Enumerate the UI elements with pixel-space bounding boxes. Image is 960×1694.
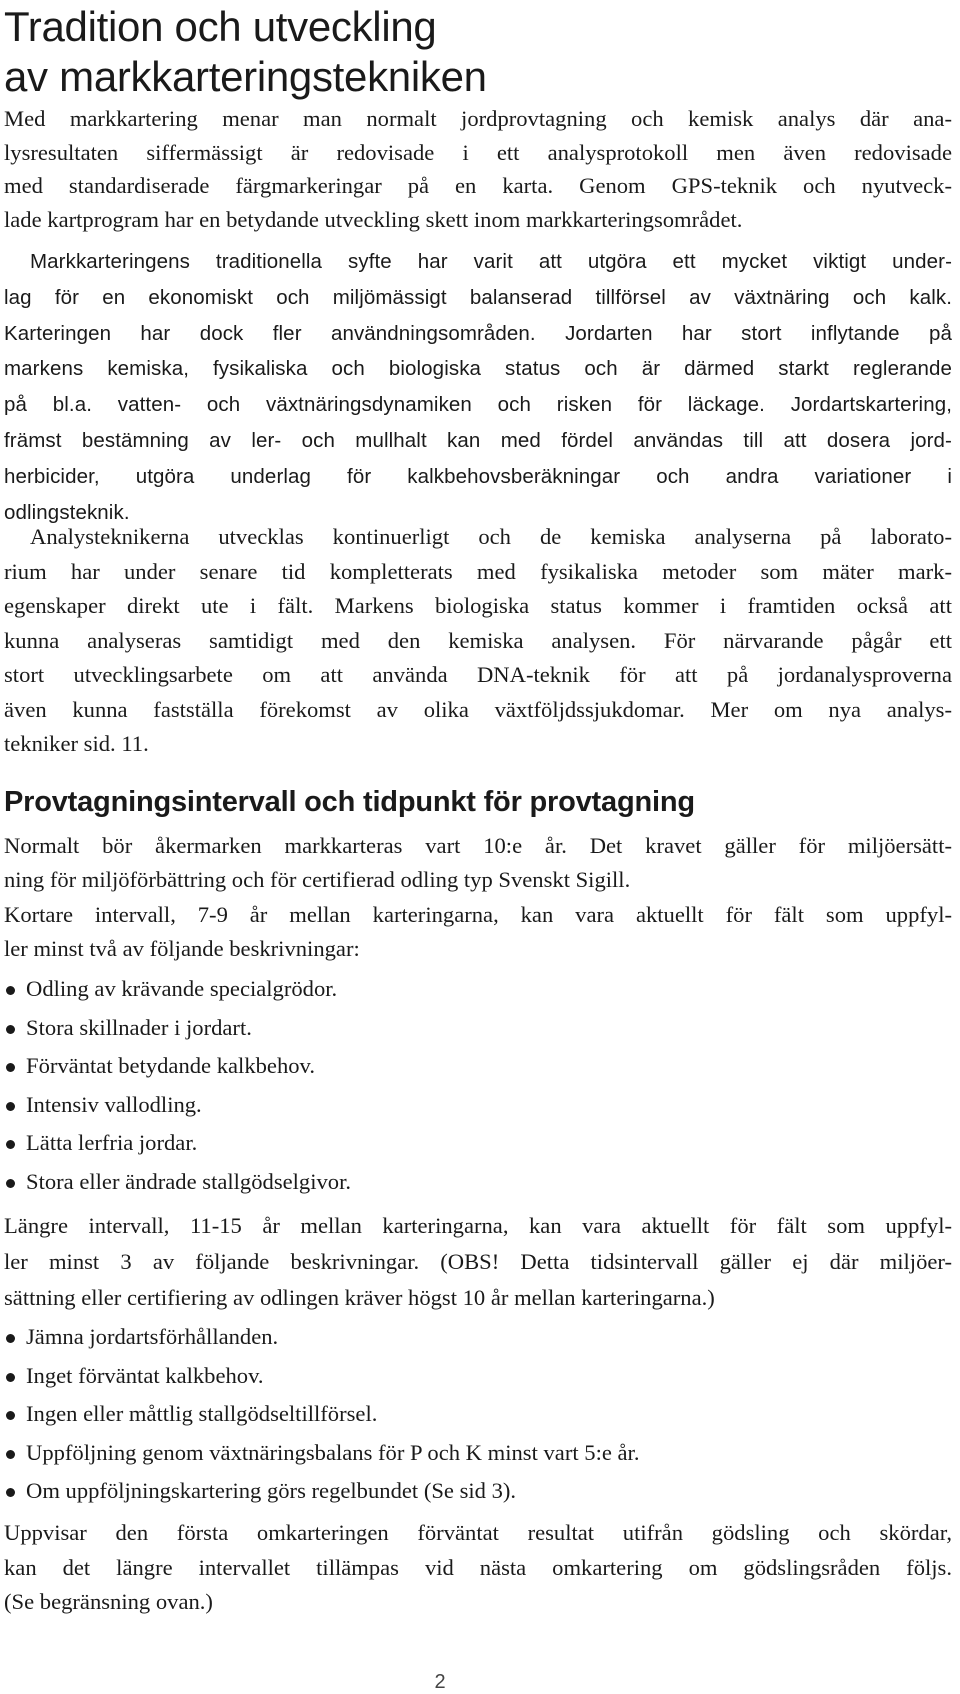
section-heading: Provtagningsintervall och tidpunkt för provtagning (4, 786, 695, 818)
list-item (4, 1047, 952, 1086)
bullet-icon (6, 1411, 15, 1420)
page-title-line-1: Tradition och utveckling (4, 3, 437, 50)
bullet-icon (6, 1179, 15, 1188)
list-item (4, 1357, 952, 1396)
analysis-paragraph (4, 520, 952, 762)
text-line: stort utvecklingsarbete om att använda DNA-teknik för att på jordanalysproverna (4, 662, 952, 687)
list-item (4, 1124, 952, 1163)
shorter-interval-paragraph (4, 898, 952, 966)
interval-paragraph (4, 829, 952, 897)
text-line: (Se begränsning ovan.) (4, 1589, 213, 1614)
text-line: kunna analyseras samtidigt med den kemiska analysen. För närvarande pågår ett (4, 627, 952, 653)
list-item-text: Inget förväntat kalkbehov. (26, 1362, 264, 1388)
text-line: kan det längre intervallet tillämpas vid nästa omkartering om gödslingsråden följs. (4, 1554, 952, 1580)
list-item (4, 1395, 952, 1434)
list-item (4, 1163, 952, 1202)
page-title-line-2: av markkarteringstekniken (4, 53, 487, 100)
list-item-text: Stora skillnader i jordart. (26, 1014, 252, 1040)
list-item (4, 970, 952, 1009)
list-item (4, 1434, 952, 1473)
bullet-icon (6, 1373, 15, 1382)
text-line: Karteringen har dock fler användningsområden. Jordarten har stort inflytande på (4, 321, 952, 345)
bullet-icon (6, 1334, 15, 1343)
shorter-interval-criteria-list (4, 970, 952, 1201)
text-line: markens kemiska, fysikaliska och biologiska status och är därmed starkt reglerande (4, 357, 952, 381)
list-item-text: Uppföljning genom växtnäringsbalans för P och K minst vart 5:e år. (26, 1439, 640, 1465)
intro-paragraph (4, 102, 952, 237)
bullet-icon (6, 1063, 15, 1072)
list-item-text: Lätta lerfria jordar. (26, 1130, 198, 1155)
text-line: herbicider, utgöra underlag för kalkbehovsberäkningar och andra variationer i (4, 464, 952, 488)
text-line: främst bestämning av ler- och mullhalt kan med fördel användas till att dosera jord- (4, 428, 952, 452)
bullet-icon (6, 1450, 15, 1459)
bullet-icon (6, 1102, 15, 1111)
text-line: Analysteknikerna utvecklas kontinuerligt och de kemiska analyserna på laborato- (30, 524, 952, 549)
text-line: ning för miljöförbättring och för certifierad odling typ Svenskt Sigill. (4, 867, 631, 892)
text-line: lysresultaten siffermässigt är redovisade i ett analysprotokoll men även redovisade (4, 139, 952, 165)
text-line: ler minst två av följande beskrivningar: (4, 936, 360, 961)
list-item-text: Intensiv vallodling. (26, 1091, 202, 1117)
bullet-icon (6, 986, 15, 995)
list-item (4, 1086, 952, 1125)
list-item (4, 1318, 952, 1357)
text-line: Längre intervall, 11-15 år mellan karteringarna, kan vara aktuellt för fält som uppfyl- (4, 1213, 952, 1238)
text-line: tekniker sid. 11. (4, 731, 149, 756)
list-item-text: Om uppföljningskartering görs regelbundet (Se sid 3). (26, 1478, 517, 1503)
list-item-text: Jämna jordartsförhållanden. (26, 1324, 279, 1349)
text-line: lade kartprogram har en betydande utveckling skett inom markkarteringsområdet. (4, 207, 743, 233)
text-line: sättning eller certifiering av odlingen kräver högst 10 år mellan karteringarna.) (4, 1285, 715, 1310)
bullet-icon (6, 1488, 15, 1497)
text-line: ler minst 3 av följande beskrivningar. (OBS! Detta tidsintervall gäller ej där miljöer- (4, 1249, 952, 1274)
bullet-icon (6, 1140, 15, 1149)
text-line: lag för en ekonomiskt och miljömässigt balanserad tillförsel av växtnäring och kalk. (4, 285, 952, 309)
text-line: med standardiserade färgmarkeringar på en karta. Genom GPS-teknik och nyutveck- (4, 173, 952, 199)
text-line: Uppvisar den första omkarteringen förväntat resultat utifrån gödsling och skördar, (4, 1520, 952, 1545)
list-item-text: Stora eller ändrade stallgödselgivor. (26, 1168, 352, 1194)
purpose-paragraph (4, 244, 952, 530)
text-line: Med markkartering menar man normalt jordprovtagning och kemisk analys där ana- (4, 106, 952, 131)
text-line: Normalt bör åkermarken markkarteras vart 10:e år. Det kravet gäller för miljöersätt- (4, 833, 952, 858)
text-line: Markkarteringens traditionella syfte har varit att utgöra ett mycket viktigt under- (30, 250, 952, 273)
bullet-icon (6, 1025, 15, 1034)
list-item (4, 1009, 952, 1048)
list-item-text: Ingen eller måttlig stallgödseltillförsel. (26, 1401, 378, 1426)
list-item-text: Odling av krävande specialgrödor. (26, 976, 338, 1001)
list-item-text: Förväntat betydande kalkbehov. (26, 1053, 316, 1078)
text-line: även kunna fastställa förekomst av olika växtföljdssjukdomar. Mer om nya analys- (4, 696, 952, 722)
text-line: Kortare intervall, 7-9 år mellan karteringarna, kan vara aktuellt för fält som uppfyl- (4, 902, 952, 927)
longer-interval-criteria-list (4, 1318, 952, 1511)
page-title (4, 2, 954, 102)
closing-paragraph (4, 1516, 952, 1620)
longer-interval-paragraph (4, 1208, 952, 1316)
text-line: egenskaper direkt ute i fält. Markens biologiska status kommer i framtiden också att (4, 593, 952, 618)
text-line: rium har under senare tid kompletterats med fysikaliska metoder som mäter mark- (4, 558, 952, 584)
text-line: på bl.a. vatten- och växtnäringsdynamiken och risken för läckage. Jordartskartering, (4, 393, 952, 417)
list-item (4, 1472, 952, 1511)
text-line: odlingsteknik. (4, 500, 130, 524)
page-number: 2 (434, 1671, 446, 1693)
